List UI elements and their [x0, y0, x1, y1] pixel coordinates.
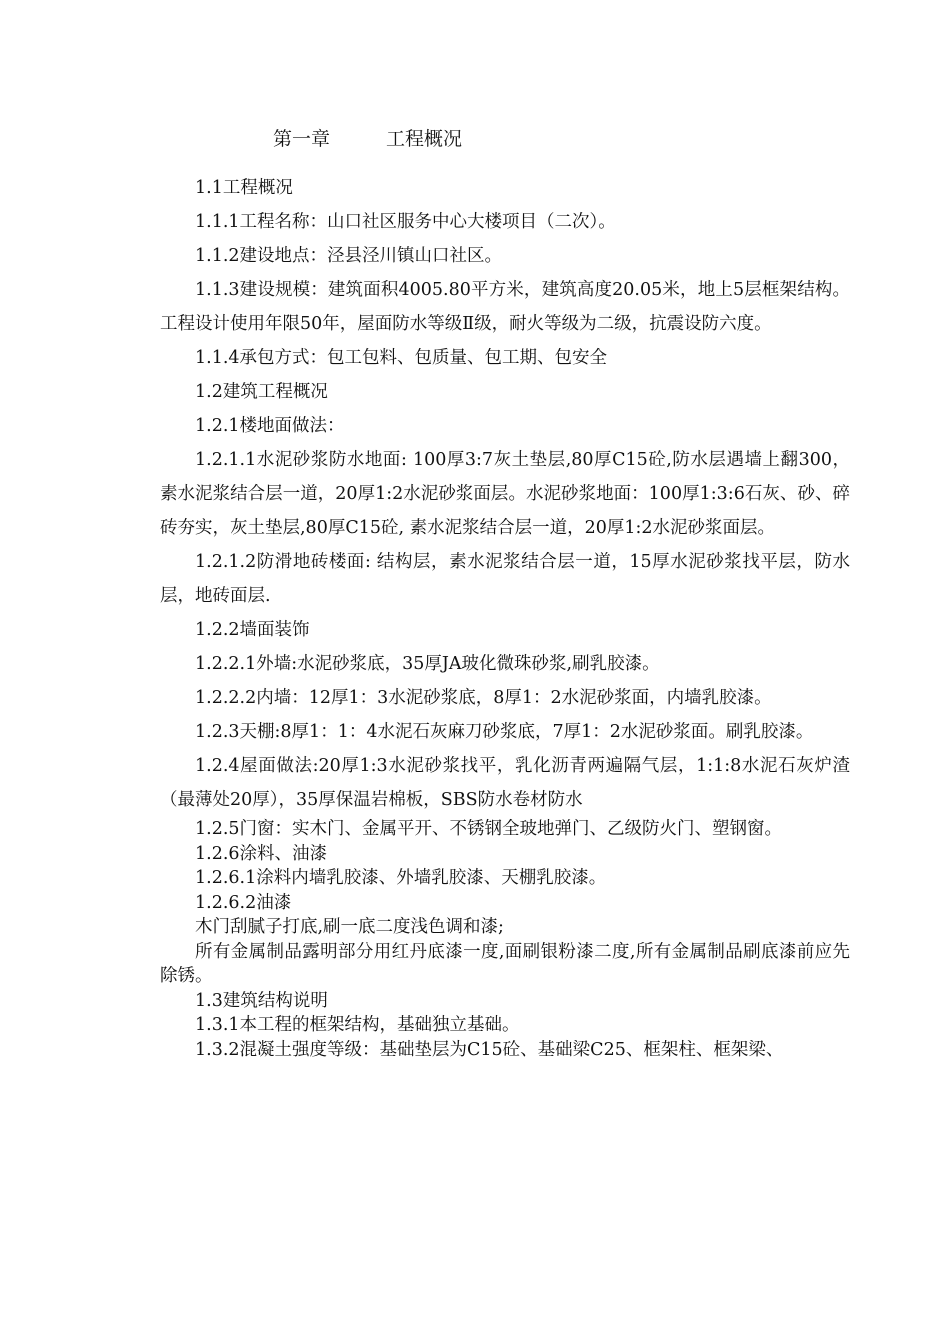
paragraph: 1.2.1楼地面做法： [195, 416, 345, 436]
paragraph: 1.3.2混凝土强度等级：基础垫层为C15砼、基础梁C25、框架柱、框架梁、 [195, 1039, 784, 1060]
paragraph: 1.2.6涂料、油漆 [195, 843, 328, 864]
paragraph: 1.1工程概况 [195, 178, 293, 198]
paragraph: 1.2.1.1水泥砂浆防水地面: 100厚3:7灰土垫层,80厚C15砼,防水层遇墙上翻300，素水泥浆结合层一道，20厚1:2水泥砂浆面层。水泥砂浆地面：100厚1:3:6石灰、砂、碎砖夯实，灰土垫层,80厚C15砼, 素水泥浆结合层一道，20厚1:2水泥砂浆面层。 [160, 450, 850, 538]
compact-section [160, 817, 850, 1062]
paragraph: 1.2.2.2内墙：12厚1：3水泥砂浆底，8厚1：2水泥砂浆面，内墙乳胶漆。 [195, 688, 772, 708]
paragraph: 1.3建筑结构说明 [195, 990, 328, 1011]
paragraph: 1.2.6.2油漆 [195, 892, 292, 913]
paragraph: 1.2.2墙面装饰 [195, 620, 310, 640]
paragraph: 1.1.1工程名称：山口社区服务中心大楼项目（二次）。 [195, 212, 616, 232]
document-body [160, 171, 850, 1062]
paragraph: 所有金属制品露明部分用红丹底漆一度,面刷银粉漆二度,所有金属制品刷底漆前应先除锈。 [160, 941, 850, 986]
paragraph: 1.1.3建设规模：建筑面积4005.80平方米，建筑高度20.05米，地上5层框架结构。工程设计使用年限50年，屋面防水等级Ⅱ级，耐火等级为二级，抗震设防六度。 [160, 280, 850, 334]
paragraph: 木门刮腻子打底,刷一底二度浅色调和漆; [195, 917, 504, 937]
chapter-title: 工程概况 [386, 128, 463, 150]
paragraph: 1.2建筑工程概况 [195, 382, 328, 402]
paragraph: 1.1.2建设地点：泾县泾川镇山口社区。 [195, 246, 503, 266]
paragraph: 1.2.4屋面做法:20厚1:3水泥砂浆找平，乳化沥青两遍隔气层，1:1:8水泥石灰炉渣（最薄处20厚），35厚保温岩棉板，SBS防水卷材防水 [160, 756, 850, 810]
paragraph: 1.2.2.1外墙:水泥砂浆底，35厚JA玻化微珠砂浆,刷乳胶漆。 [195, 654, 660, 674]
paragraph: 1.3.1本工程的框架结构，基础独立基础。 [195, 1015, 520, 1035]
paragraph: 1.2.6.1涂料内墙乳胶漆、外墙乳胶漆、天棚乳胶漆。 [195, 868, 607, 888]
chapter-number: 第一章 [273, 128, 331, 150]
paragraph: 1.1.4承包方式：包工包料、包质量、包工期、包安全 [195, 348, 608, 368]
paragraph: 1.2.3天棚:8厚1：1：4水泥石灰麻刀砂浆底，7厚1：2水泥砂浆面。刷乳胶漆。 [195, 722, 814, 742]
paragraph: 1.2.1.2防滑地砖楼面: 结构层，素水泥浆结合层一道，15厚水泥砂浆找平层，防水层，地砖面层. [160, 552, 850, 606]
paragraph: 1.2.5门窗：实木门、金属平开、不锈钢全玻地弹门、乙级防火门、塑钢窗。 [195, 819, 783, 839]
chapter-heading [273, 124, 462, 154]
